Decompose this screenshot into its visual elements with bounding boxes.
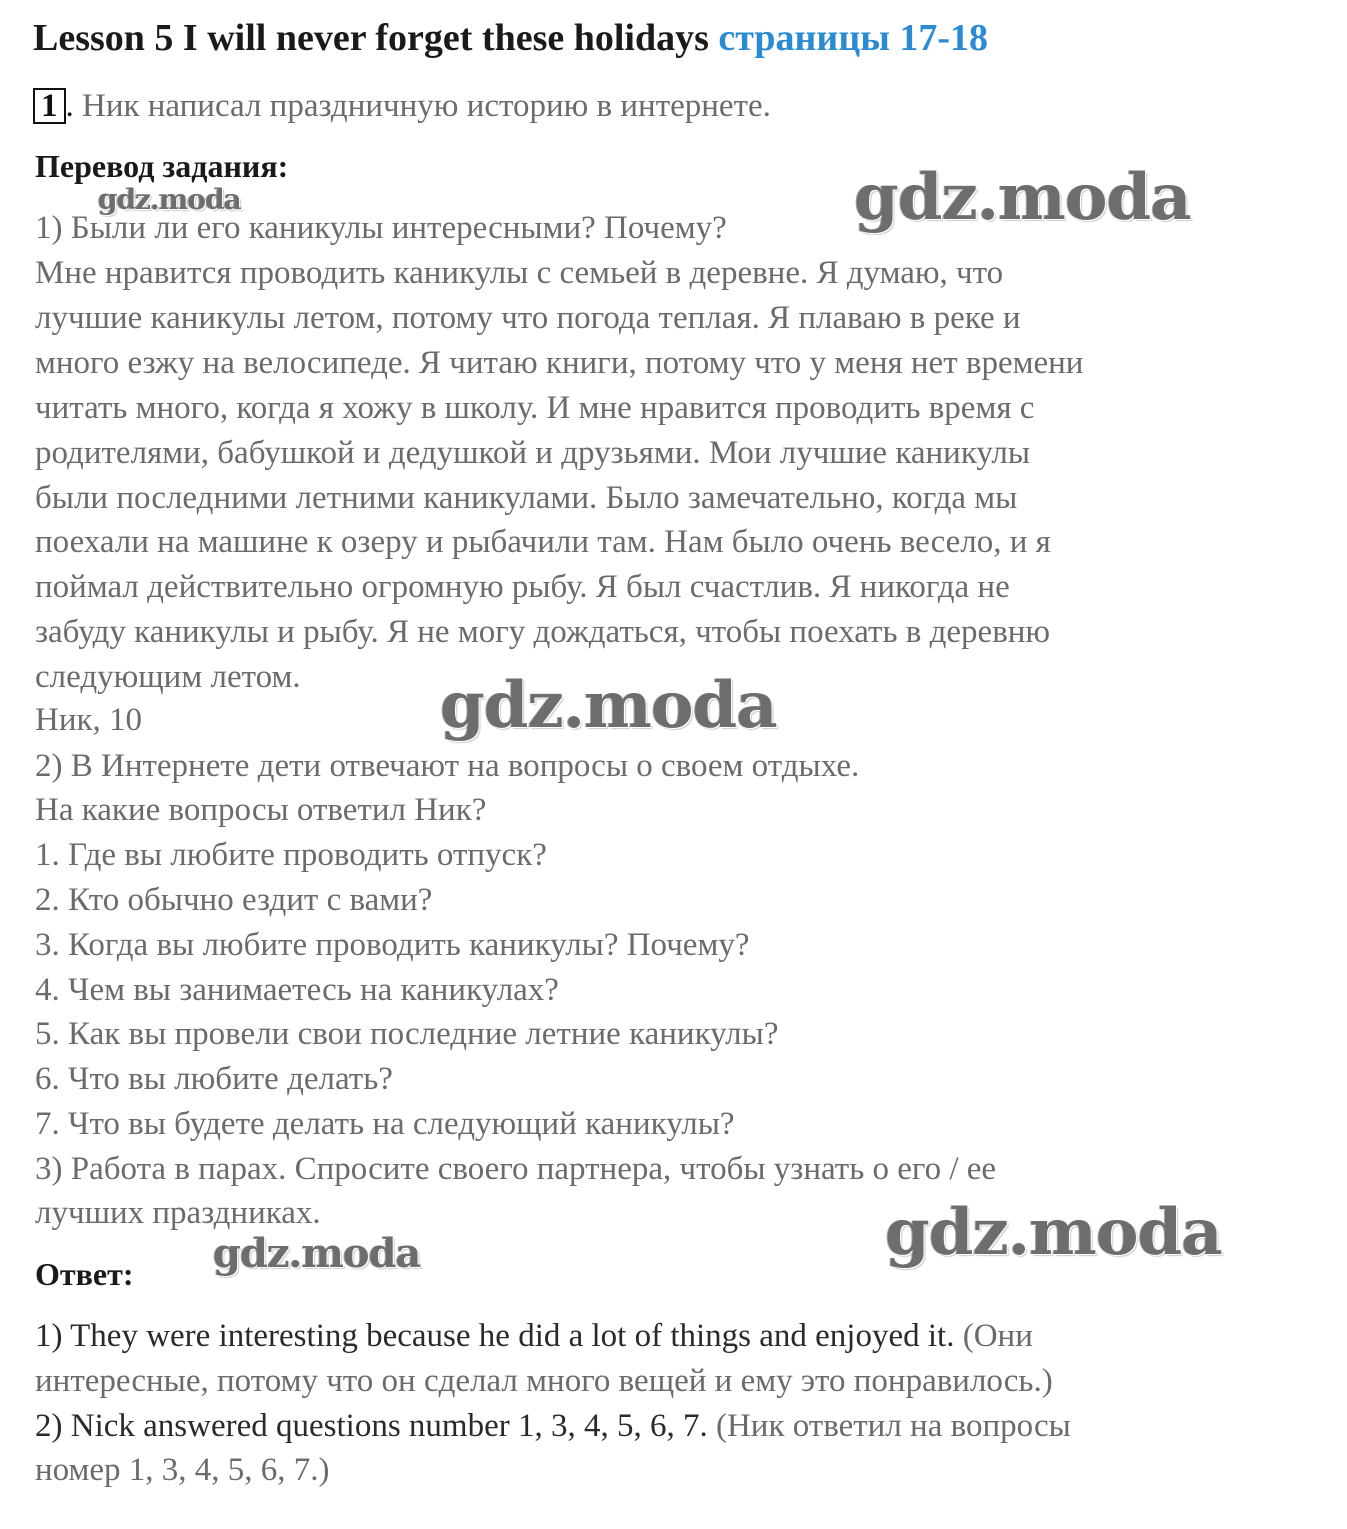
answer-russian: (Ник ответил на вопросы <box>707 1408 1071 1444</box>
task-statement <box>33 86 771 126</box>
answer-russian: номер 1, 3, 4, 5, 6, 7.) <box>35 1452 330 1488</box>
task-number-dot: . <box>65 88 74 124</box>
translation-line: 1. Где вы любите проводить отпуск? <box>35 837 547 873</box>
watermark: gdz.moda <box>854 160 1191 235</box>
watermark: gdz.moda <box>885 1195 1222 1270</box>
answer-russian: интересные, потому что он сделал много вещей и ему это понравилось.) <box>35 1363 1053 1399</box>
translation-line: 2. Кто обычно ездит с вами? <box>35 882 433 918</box>
translation-line: много езжу на велосипеде. Я читаю книги, потому что у меня нет времени <box>35 345 1084 381</box>
task-text: Ник написал праздничную историю в интернете. <box>82 88 771 124</box>
translation-line: Ник, 10 <box>35 702 143 738</box>
translation-line: 3) Работа в парах. Спросите своего партнера, чтобы узнать о его / ее <box>35 1151 997 1187</box>
watermark: gdz.moda <box>213 1230 421 1277</box>
translation-line: 4. Чем вы занимаетесь на каникулах? <box>35 972 559 1008</box>
translation-line: 6. Что вы любите делать? <box>35 1061 393 1097</box>
translation-line: 3. Когда вы любите проводить каникулы? Почему? <box>35 927 750 963</box>
translation-line: лучшие каникулы летом, потому что погода теплая. Я плаваю в реке и <box>35 300 1021 336</box>
translation-line: поехали на машине к озеру и рыбачили там. Нам было очень весело, и я <box>35 524 1051 560</box>
answer-russian: (Они <box>954 1318 1033 1354</box>
translation-line: родителями, бабушкой и дедушкой и друзьями. Мои лучшие каникулы <box>35 435 1031 471</box>
answer-line <box>35 1361 1053 1401</box>
translation-line: 1) Были ли его каникулы интересными? Почему? <box>35 210 727 246</box>
translation-line: лучших праздниках. <box>35 1195 321 1231</box>
answer-line <box>35 1316 1033 1356</box>
translation-line: забуду каникулы и рыбу. Я не могу дождаться, чтобы поехать в деревню <box>35 614 1051 650</box>
lesson-title-text: Lesson 5 I will never forget these holidays <box>33 17 709 59</box>
task-number-badge: 1 <box>33 88 66 124</box>
answer-english: 2) Nick answered questions number 1, 3, 4, 5, 6, 7. <box>35 1408 708 1444</box>
lesson-title <box>33 16 988 60</box>
answer-line <box>35 1406 1071 1446</box>
translation-line: На какие вопросы ответил Ник? <box>35 792 487 828</box>
translation-line: поймал действительно огромную рыбу. Я был счастлив. Я никогда не <box>35 569 1010 605</box>
translation-line: следующим летом. <box>35 659 301 695</box>
watermark: gdz.moda <box>440 668 777 743</box>
translation-heading: Перевод задания: <box>35 148 289 184</box>
watermark: gdz.moda <box>98 183 241 216</box>
translation-line: читать много, когда я хожу в школу. И мне нравится проводить время с <box>35 390 1035 426</box>
pages-label: страницы 17-18 <box>718 17 989 59</box>
answer-heading: Ответ: <box>35 1256 134 1292</box>
translation-line: были последними летними каникулами. Было замечательно, когда мы <box>35 480 1018 516</box>
translation-line: 5. Как вы провели свои последние летние каникулы? <box>35 1016 779 1052</box>
translation-line: Мне нравится проводить каникулы с семьей в деревне. Я думаю, что <box>35 255 1004 291</box>
answer-line <box>35 1450 330 1490</box>
translation-line: 7. Что вы будете делать на следующий каникулы? <box>35 1106 735 1142</box>
translation-line: 2) В Интернете дети отвечают на вопросы о своем отдыхе. <box>35 748 860 784</box>
answer-english: 1) They were interesting because he did a lot of things and enjoyed it. <box>35 1318 955 1354</box>
